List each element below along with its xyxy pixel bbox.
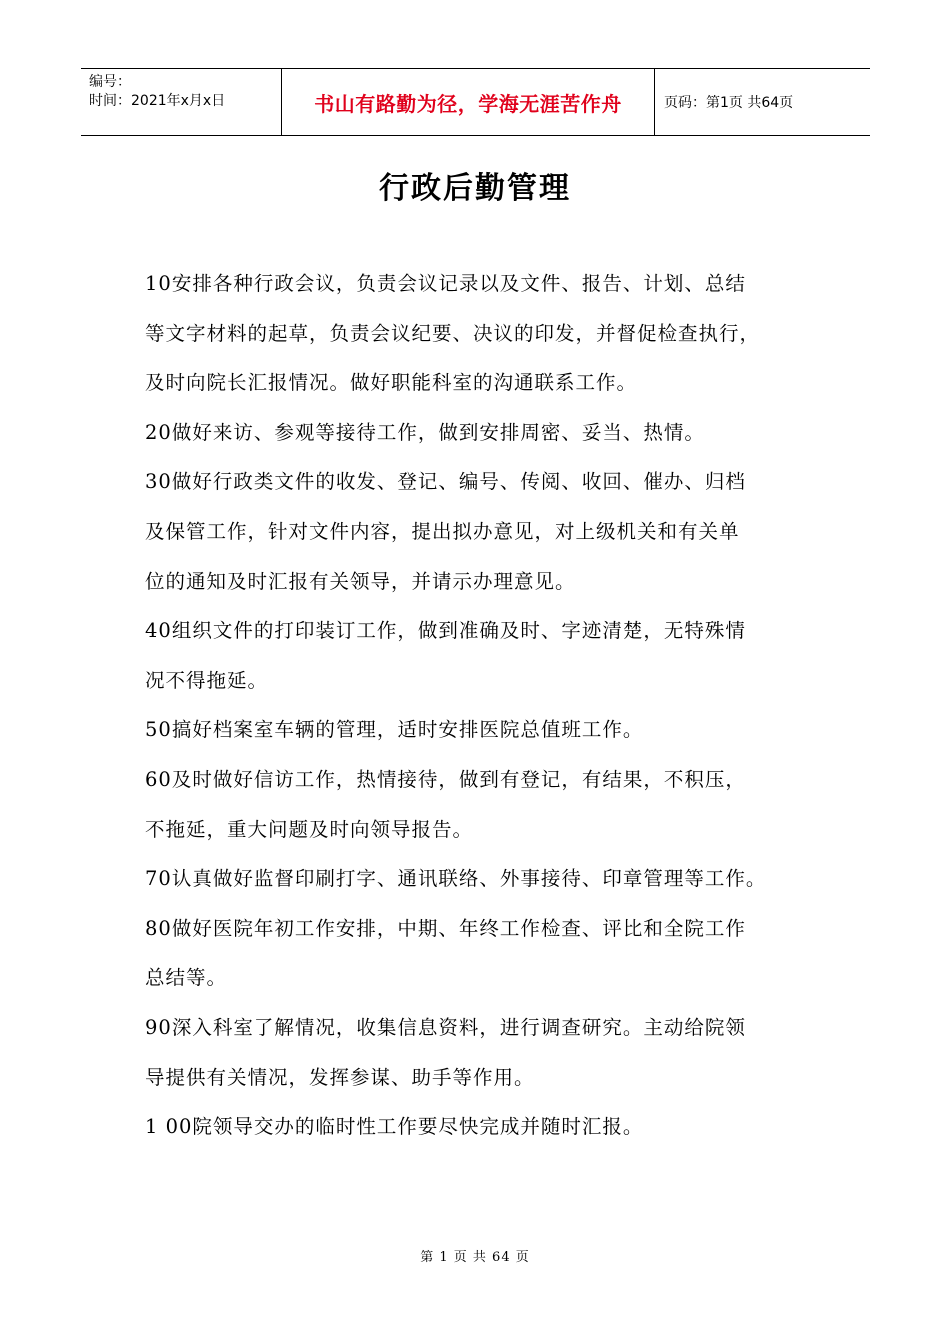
body-line: 及保管工作，针对文件内容，提出拟办意见，对上级机关和有关单	[145, 519, 740, 543]
body-line: 总结等。	[145, 966, 228, 990]
document-title: 行政后勤管理	[379, 171, 571, 206]
body-line: 40组织文件的打印装订工作，做到准确及时、字迹清楚，无特殊情	[145, 619, 746, 643]
motto-cell	[282, 69, 655, 135]
body-line: 不拖延，重大问题及时向领导报告。	[145, 817, 474, 841]
body-line: 50搞好档案室车辆的管理，适时安排医院总值班工作。	[145, 718, 644, 742]
body-line: 等文字材料的起草，负责会议纪要、决议的印发，并督促检查执行，	[145, 321, 761, 345]
body-line: 及时向院长汇报情况。做好职能科室的沟通联系工作。	[145, 371, 638, 395]
body-line: 1 00院领导交办的临时性工作要尽快完成并随时汇报。	[145, 1115, 644, 1139]
body-line: 位的通知及时汇报有关领导，并请示办理意见。	[145, 569, 576, 593]
body-line: 导提供有关情况，发挥参谋、助手等作用。	[145, 1065, 535, 1089]
document-body	[145, 266, 810, 1159]
body-line: 60及时做好信访工作，热情接待，做到有登记，有结果，不积压，	[145, 767, 746, 791]
body-line: 90深入科室了解情况，收集信息资料，进行调查研究。主动给院领	[145, 1015, 746, 1039]
document-header	[81, 68, 870, 136]
date-label: 时间：2021年x月x日	[89, 93, 226, 109]
motto-text: 书山有路勤为径，学海无涯苦作舟	[314, 91, 622, 116]
body-line: 10安排各种行政会议，负责会议记录以及文件、报告、计划、总结	[145, 272, 746, 295]
number-label: 编号：	[89, 74, 131, 90]
page-footer: 第 1 页 共 64 页	[420, 1250, 530, 1265]
page-info-cell	[655, 69, 870, 135]
body-line: 70认真做好监督印刷打字、通讯联络、外事接待、印章管理等工作。	[145, 867, 767, 891]
body-line: 20做好来访、参观等接待工作，做到安排周密、妥当、热情。	[145, 420, 705, 444]
body-line: 况不得拖延。	[145, 668, 269, 692]
body-line: 80做好医院年初工作安排，中期、年终工作检查、评比和全院工作	[145, 916, 746, 940]
page-info-text: 页码：第1页 共64页	[664, 95, 794, 111]
body-line: 30做好行政类文件的收发、登记、编号、传阅、收回、催办、归档	[145, 470, 746, 494]
header-meta-cell	[81, 69, 282, 135]
